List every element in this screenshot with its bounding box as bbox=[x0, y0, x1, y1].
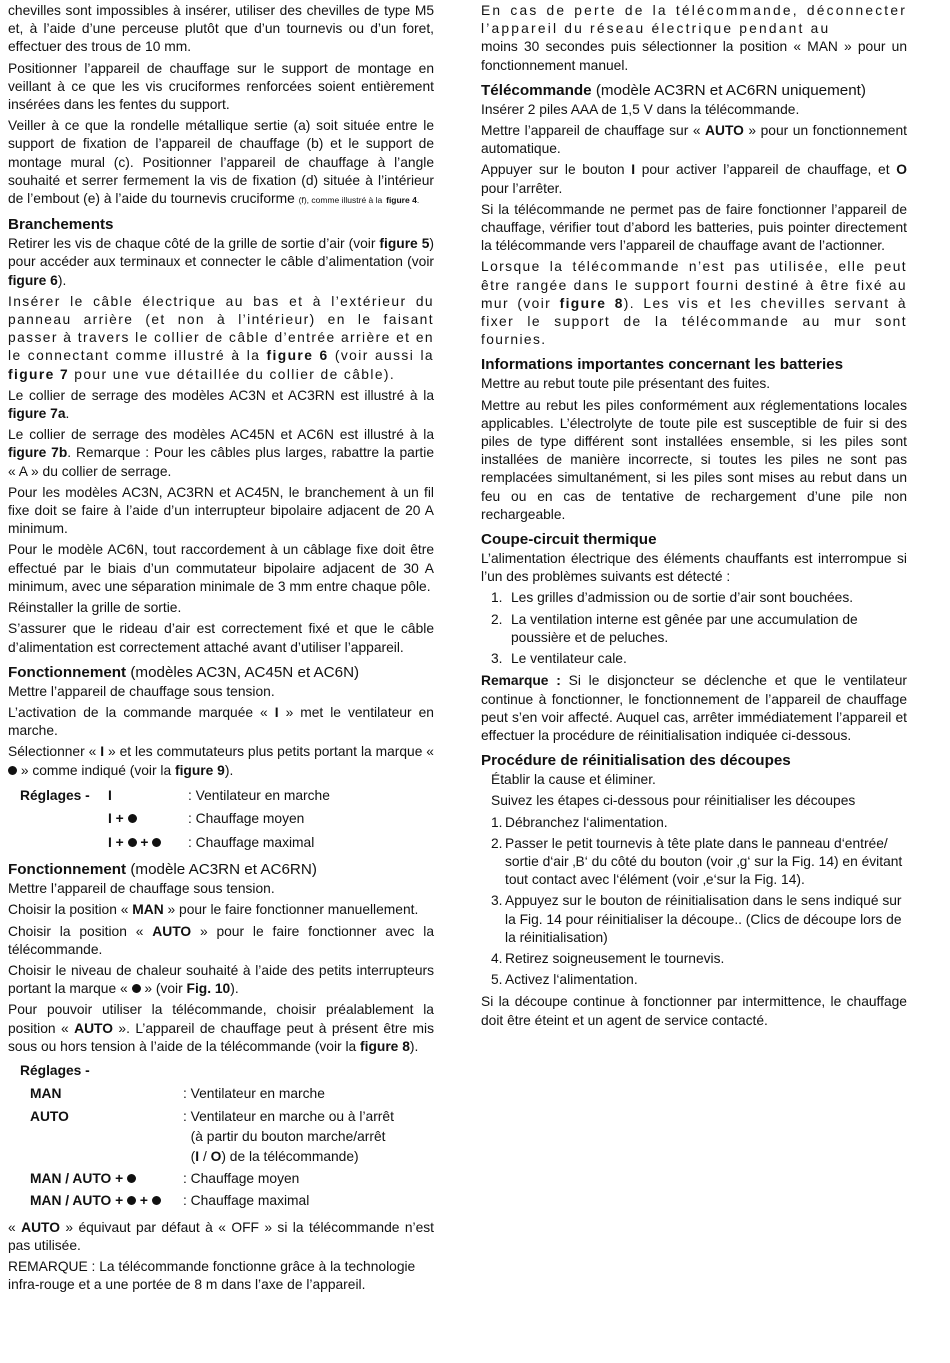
paragraph: Appuyer sur le bouton I pour activer l’appareil de chauffage, et O pour l’arrêter. bbox=[481, 162, 907, 196]
section-heading-fonctionnement-1: Fonctionnement (modèles AC3N, AC45N et AC6N) bbox=[8, 663, 360, 681]
settings-row: Réglages - I : Ventilateur en marche bbox=[20, 787, 330, 803]
dot-icon bbox=[127, 1174, 136, 1183]
paragraph: Le collier de serrage des modèles AC45N et AC6N est illustré à la figure 7b. Remarque : Pour les câbles plus larges, rabattre la partie « A » du collier de serrage. bbox=[8, 427, 434, 479]
paragraph: Sélectionner « I » et les commutateurs plus petits portant la marque « » comme indiqué (voir la figure 9). bbox=[8, 744, 434, 778]
paragraph: Choisir le niveau de chaleur souhaité à l’aide des petits interrupteurs portant la marque « » (voir Fig. 10). bbox=[8, 963, 434, 997]
settings-row: I + + : Chauffage maximal bbox=[108, 834, 315, 850]
paragraph: Mettre au rebut toute pile présentant des fuites. bbox=[481, 376, 771, 392]
dot-icon bbox=[152, 1196, 161, 1205]
paragraph: Le collier de serrage des modèles AC3N et AC3RN est illustré à la figure 7a. bbox=[8, 387, 434, 422]
paragraph: Mettre l’appareil de chauffage sur « AUTO » pour un fonctionnement automatique. bbox=[481, 123, 907, 157]
paragraph: Lorsque la télécommande n’est pas utilisée, elle peut être rangée dans le support fourni destiné à être fixé au mur (voir figure 8). Les vis et les chevilles servant à fixer le support de la télécommande au mur sont fournies. bbox=[481, 259, 907, 348]
paragraph: Établir la cause et éliminer. bbox=[491, 772, 656, 788]
settings-row: AUTO : Ventilateur en marche ou à l’arrêt (à partir du bouton marche/arrêt (I / O) de la télécommande) bbox=[30, 1108, 394, 1164]
list-item: 3. Appuyez sur le bouton de réinitialisation dans le sens indiqué sur la Fig. 14 pour réinitialiser la découpe.. (Clics de découpe lors de la réinitialisation) bbox=[491, 893, 902, 945]
list-item: 1. Les grilles d’admission ou de sortie d’air sont bouchées. bbox=[491, 590, 854, 606]
paragraph: En cas de perte de la télécommande, déconnecter l’appareil du réseau électrique pendant au bbox=[481, 3, 907, 37]
section-heading-coupe-circuit: Coupe-circuit thermique bbox=[481, 531, 657, 549]
settings-row: MAN / AUTO + : Chauffage moyen bbox=[30, 1170, 300, 1186]
settings-table-2: Réglages - MAN : Ventilateur en marche AUTO : Ventilateur en marche ou à l’arrêt (à partir du bouton marche/arrêt (I / O) de la télécommande) MAN / AUTO + : Chauffage moyen MAN / AUTO + + : Chauffage maximal bbox=[8, 1059, 434, 1213]
settings-table-1 bbox=[8, 784, 434, 855]
paragraph: Pour pouvoir utiliser la télécommande, choisir préalablement la position « AUTO ». L’appareil de chauffage peut à présent être mis sous ou hors tension à l’aide de la télécommande (voir la figure 8). bbox=[8, 1002, 435, 1054]
paragraph: Si la télécommande ne permet pas de faire fonctionner l’appareil de chauffage, vérifier tout d’abord les batteries, puis pointer directement la télécommande vers l’appareil de chauffage avant de l’actionner. bbox=[481, 201, 907, 254]
dot-icon bbox=[128, 814, 137, 823]
paragraph: Mettre l’appareil de chauffage sous tension. bbox=[8, 881, 275, 897]
paragraph: moins 30 secondes puis sélectionner la position « MAN » pour un fonctionnement manuel. bbox=[481, 39, 907, 73]
settings-row: I + : Chauffage moyen bbox=[108, 811, 305, 827]
section-heading-batteries: Informations importantes concernant les batteries bbox=[481, 356, 844, 374]
paragraph: Retirer les vis de chaque côté de la grille de sortie d’air (voir figure 5) pour accéder aux terminaux et connecter le câble d’alimentation (voir figure 6). bbox=[8, 236, 434, 288]
paragraph: Veiller à ce que la rondelle métallique sertie (a) soit située entre le support de fixation de l’appareil de chauffage (b) et le support de montage mural (c). Positionner l’appareil de chauffage à l’angle souhaité et serrer fermement la vis de fixation (d) située à l’intérieur de l’embout (e) à l’aide du tournevis cruciforme (f), comme illustré à la figure 4. bbox=[8, 118, 434, 207]
section-heading-procedure: Procédure de réinitialisation des découpes bbox=[481, 752, 791, 770]
paragraph: « AUTO » équivaut par défaut à « OFF » si la télécommande n’est pas utilisée. bbox=[8, 1219, 434, 1253]
paragraph: Choisir la position « AUTO » pour le faire fonctionner avec la télécommande. bbox=[8, 923, 434, 957]
paragraph: S’assurer que le rideau d’air est correctement fixé et que le câble d’alimentation est correctement attaché avant d’utiliser l’appareil. bbox=[8, 621, 434, 655]
paragraph: Suivez les étapes ci-dessous pour réinitialiser les découpes bbox=[491, 793, 856, 809]
paragraph: L’activation de la commande marquée « I » met le ventilateur en marche. bbox=[8, 704, 434, 739]
dot-icon bbox=[127, 1196, 136, 1205]
paragraph: Mettre au rebut les piles conformément aux réglementations locales applicables. L’électrolyte de toute pile est susceptible de fuir si des piles de type différent sont installées ensemble, si les piles sont installées de manière incorrecte, si toutes les piles ne sont pas remplacées simultanément, si les piles sont mises au rebut dans un feu ou en cas de tentative de rechargement d’une pile non rechargeable. bbox=[481, 397, 907, 522]
paragraph: Pour les modèles AC3N, AC3RN et AC45N, le branchement à un fil fixe doit se faire à l’aide d’un interrupteur bipolaire adjacent de 20 A minimum. bbox=[8, 484, 434, 537]
paragraph: Positionner l’appareil de chauffage sur le support de montage en veillant à ce que les vis cruciformes renforcées soient entièrement insérées dans les fentes du support. bbox=[8, 60, 434, 113]
left-column bbox=[8, 2, 434, 1297]
section-heading-branchements: Branchements bbox=[8, 216, 114, 234]
paragraph: chevilles sont impossibles à insérer, utiliser des chevilles de type M5 et, à l’aide d’une perceuse plutôt que d’un tournevis ou d’un foret, effectuer des trous de 10 mm. bbox=[8, 3, 434, 55]
list-item: 3. Le ventilateur cale. bbox=[491, 651, 627, 667]
dot-icon bbox=[8, 766, 17, 775]
dot-icon bbox=[152, 838, 161, 847]
list-item: 5. Activez l‘alimentation. bbox=[491, 972, 638, 988]
paragraph: Remarque : Si le disjoncteur se déclenche et que le ventilateur continue à fonctionner, le fonctionnement de l’appareil de chauffage peut s’en voir affecté. Auquel cas, arrêter immédiatement l’appareil et effectuer la procédure de réinitialisation indiquée ci-dessous. bbox=[481, 673, 907, 743]
dot-icon bbox=[132, 984, 141, 993]
list-item: 1. Débranchez l‘alimentation. bbox=[491, 814, 668, 830]
dot-icon bbox=[128, 838, 137, 847]
list-item: 2. La ventilation interne est gênée par une accumulation de poussière et de peluches. bbox=[491, 611, 858, 645]
settings-row: MAN / AUTO + + : Chauffage maximal bbox=[30, 1193, 310, 1209]
paragraph: Pour le modèle AC6N, tout raccordement à un câblage fixe doit être effectué par le biais d’un commutateur bipolaire adjacent de 30 A minimum, avec une séparation minimale de 3 mm entre chaque pôle. bbox=[8, 542, 434, 594]
section-heading-telecommande: Télécommande (modèle AC3RN et AC6RN uniquement) bbox=[481, 81, 866, 99]
problem-list bbox=[481, 589, 907, 668]
paragraph: Insérer le câble électrique au bas et à l’extérieur du panneau arrière (et non à l’intérieur) en le faisant passer à travers le collier de câble d’entrée arrière et en le connectant comme illustré à la figure 6 (voir aussi la figure 7 pour une vue détaillée du collier de câble). bbox=[8, 293, 434, 382]
list-item: 2. Passer le petit tournevis à tête plate dans le panneau d‘entrée/ sortie d‘air ‚B‘ du côté du bouton (voir ‚g‘ sur la Fig. 14) en évitant tout contact avec l‘élément (voir ‚e‘sur la Fig. 14). bbox=[491, 835, 903, 888]
paragraph: REMARQUE : La télécommande fonctionne grâce à la technologie infra-rouge et a une portée de 8 m dans l’axe de l’appareil. bbox=[8, 1258, 416, 1293]
reset-steps-list bbox=[481, 814, 907, 990]
settings-row: MAN : Ventilateur en marche bbox=[30, 1086, 325, 1102]
paragraph: L’alimentation électrique des éléments chauffants est interrompue si l’un des problèmes suivants est détecté : bbox=[481, 551, 907, 585]
paragraph: Choisir la position « MAN » pour le faire fonctionner manuellement. bbox=[8, 902, 419, 918]
list-item: 4. Retirez soigneusement le tournevis. bbox=[491, 950, 725, 966]
right-column bbox=[481, 2, 907, 1033]
paragraph: Réinstaller la grille de sortie. bbox=[8, 600, 182, 616]
paragraph: Insérer 2 piles AAA de 1,5 V dans la télécommande. bbox=[481, 101, 800, 117]
paragraph: Mettre l’appareil de chauffage sous tension. bbox=[8, 683, 275, 699]
paragraph: Si la découpe continue à fonctionner par intermittence, le chauffage doit être éteint et un agent de service contacté. bbox=[481, 994, 907, 1028]
section-heading-fonctionnement-2: Fonctionnement (modèle AC3RN et AC6RN) bbox=[8, 861, 317, 879]
